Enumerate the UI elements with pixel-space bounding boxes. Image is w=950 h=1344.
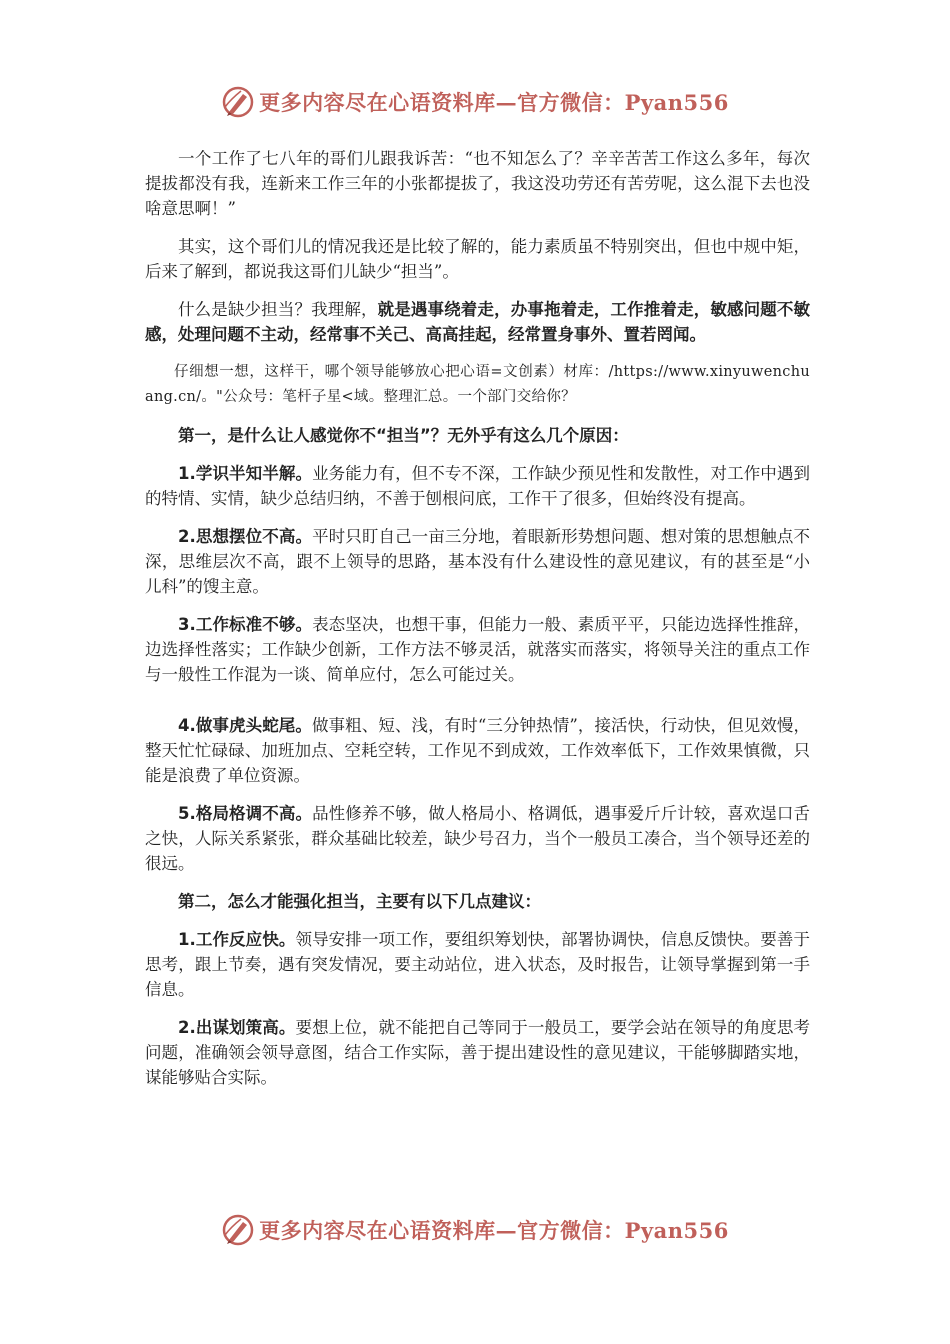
list-item-reason-3: 3.工作标准不够。表态坚决，也想干事，但能力一般、素质平平，只能边选择性推辞，边选择性落实；工作缺少创新，工作方法不够灵活，就落实而落实，将领导关注的重点工作与一般性工作混为一谈、简单应付，怎么可能过关。 (145, 615, 811, 684)
list-item-suggestion-1: 1.工作反应快。领导安排一项工作，要组织筹划快，部署协调快，信息反馈快。要善于思考，跟上节奏，遇有突发情况，要主动站位，进入状态，及时报告，让领导掌握到第一手信息。 (145, 930, 811, 999)
paragraph-question: 仔细想一想，这样干，哪个领导能够放心把心语=文创素）材库：/https://www.xinyuwenchuang.cn/。"公众号：笔杆子星<域。整理汇总。一个部门交给你？ (145, 364, 810, 405)
list-item-reason-2: 2.思想摆位不高。平时只盯自己一亩三分地，着眼新形势想问题、想对策的思想触点不深，思维层次不高，跟不上领导的思路，基本没有什么建设性的意见建议，有的甚至是“小儿科”的馊主意。 (145, 527, 811, 596)
footer-banner (0, 1210, 950, 1250)
footer-banner-text: 更多内容尽在心语资料库—官方微信：Pyan556 (259, 1218, 729, 1243)
list-item-reason-5: 5.格局格调不高。品性修养不够，做人格局小、格调低，遇事爱斤斤计较，喜欢逞口舌之快，人际关系紧张，群众基础比较差，缺少号召力，当个一般员工凑合，当个领导还差的很远。 (145, 804, 811, 873)
paragraph-intro: 一个工作了七八年的哥们儿跟我诉苦：“也不知怎么了？辛辛苦苦工作这么多年，每次提拔都没有我，连新来工作三年的小张都提拔了，我这没功劳还有苦劳呢，这么混下去也没啥意思啊！” (145, 149, 810, 218)
list-item-suggestion-2: 2.出谋划策高。要想上位，就不能把自己等同于一般员工，要学会站在领导的角度思考问题，准确领会领导意图，结合工作实际，善于提出建设性的意见建议，干能够脚踏实地，谋能够贴合实际。 (145, 1018, 811, 1087)
header-banner-text: 更多内容尽在心语资料库—官方微信：Pyan556 (259, 90, 729, 115)
pen-circle-logo-icon (221, 85, 255, 119)
paragraph-definition: 什么是缺少担当？我理解，就是遇事绕着走，办事拖着走，工作推着走，敏感问题不敏感，处理问题不主动，经常事不关己、高高挂起，经常置身事外、置若罔闻。 (145, 300, 811, 344)
article-body (145, 146, 810, 1103)
section-heading-reasons: 第一，是什么让人感觉你不“担当”？无外乎有这么几个原因： (178, 426, 629, 445)
paragraph-context: 其实，这个哥们儿的情况我还是比较了解的，能力素质虽不特别突出，但也中规中矩，后来了解到，都说我这哥们儿缺少“担当”。 (145, 237, 810, 281)
list-item-reason-1: 1.学识半知半解。业务能力有，但不专不深，工作缺少预见性和发散性，对工作中遇到的特情、实情，缺少总结归纳，不善于刨根问底，工作干了很多，但始终没有提高。 (145, 464, 811, 508)
list-item-reason-4: 4.做事虎头蛇尾。做事粗、短、浅，有时“三分钟热情”，接活快，行动快，但见效慢，整天忙忙碌碌、加班加点、空耗空转，工作见不到成效，工作效率低下，工作效果慎微，只能是浪费了单位资源。 (145, 716, 811, 785)
header-banner (0, 82, 950, 122)
pen-circle-logo-icon (221, 1213, 255, 1247)
section-heading-suggestions: 第二，怎么才能强化担当，主要有以下几点建议： (178, 892, 541, 911)
